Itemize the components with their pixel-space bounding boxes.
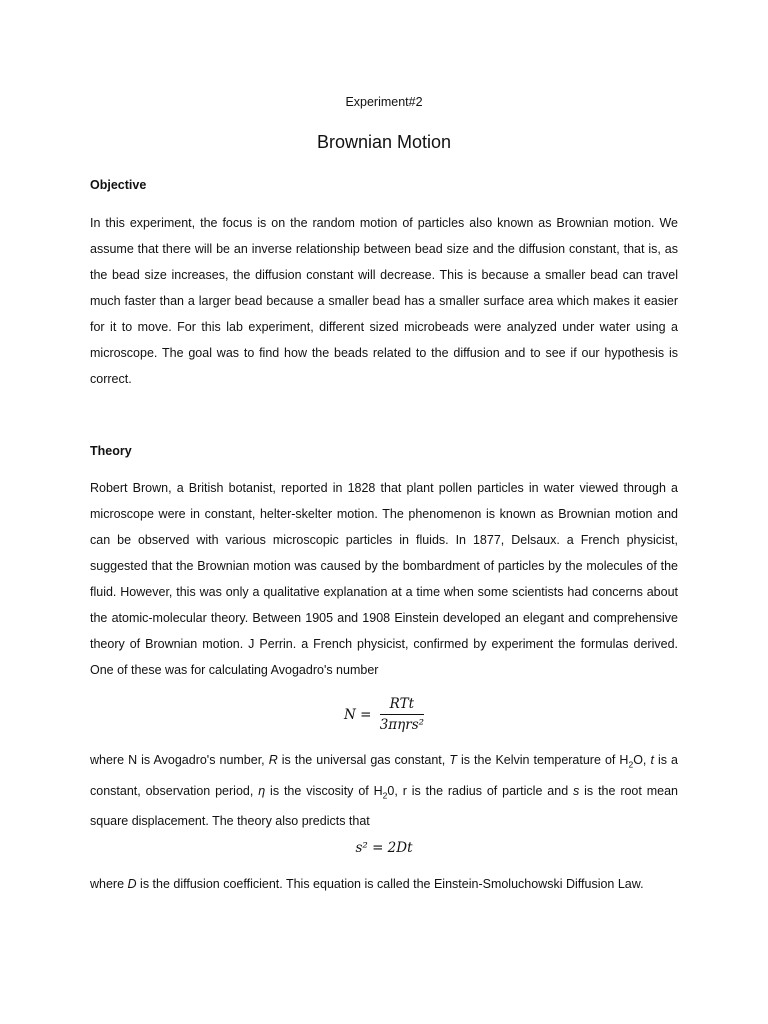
text-run: is the Kelvin temperature of H [456, 753, 629, 767]
variable-r: R [268, 753, 278, 767]
text-run: where [90, 877, 128, 891]
variable-d: D [127, 877, 137, 891]
objective-paragraph: In this experiment, the focus is on the random motion of particles also known as Brownian motion. We assume that there will be an inverse relationship between bead size and the diffusion constant, that is, as the bead size increases, the diffusion constant will decrease. This is because a smaller bead can travel much faster than a larger bead because a smaller bead has a smaller surface area which makes it easier for it to move. For this lab experiment, different sized microbeads were analyzed under water using a microscope. The goal was to find how the beads related to the diffusion and to see if our hypothesis is correct. [90, 216, 678, 386]
variable-eta: η [258, 783, 266, 798]
formula-numerator: RTt [380, 696, 424, 715]
formula-lhs: N = [343, 706, 372, 723]
subscript: 2 [628, 759, 634, 770]
variable-t-time: t [650, 753, 654, 767]
diffusion-formula: s² = 2Dt [355, 840, 413, 856]
text-run: is a constant, observation period, [90, 753, 678, 798]
text-run: where N is Avogadro's number, [90, 753, 269, 767]
formula-fraction [380, 696, 424, 733]
document-title: Brownian Motion [316, 132, 452, 152]
theory-paragraph-2 [90, 747, 678, 834]
experiment-label: Experiment#2 [345, 95, 423, 109]
variable-t-kelvin: T [449, 753, 457, 767]
objective-heading: Objective [90, 178, 147, 192]
avogadro-formula [0, 696, 768, 733]
text-run: is the root mean square displacement. The theory also predicts that [90, 783, 679, 828]
text-run: is the universal gas constant, [277, 753, 450, 767]
text-run: 0, r is the radius of particle and [387, 783, 574, 798]
variable-s: s [573, 783, 580, 798]
text-run: O, [633, 753, 651, 767]
theory-paragraph-1: Robert Brown, a British botanist, reported in 1828 that plant pollen particles in water viewed through a microscope were in constant, helter-skelter motion. The phenomenon is known as Brownian motion and can be observed with various microscopic particles in fluids. In 1877, Delsaux. a French physicist, suggested that the Brownian motion was caused by the bombardment of particles by the molecules of the fluid. However, this was only a qualitative explanation at a time when some scientists had concerns about the atomic-molecular theory. Between 1905 and 1908 Einstein developed an elegant and comprehensive theory of Brownian motion. J Perrin. a French physicist, confirmed by experiment the formulas derived. One of these was for calculating Avogadro's number [90, 481, 678, 677]
text-run: is the diffusion coefficient. This equation is called the Einstein-Smoluchowski Diffusion Law. [136, 877, 644, 891]
theory-heading: Theory [90, 444, 132, 458]
theory-paragraph-3 [90, 871, 678, 897]
formula-denominator: 3πηrs² [379, 717, 425, 733]
text-run: is the viscosity of H [265, 783, 383, 798]
subscript: 2 [382, 790, 388, 800]
